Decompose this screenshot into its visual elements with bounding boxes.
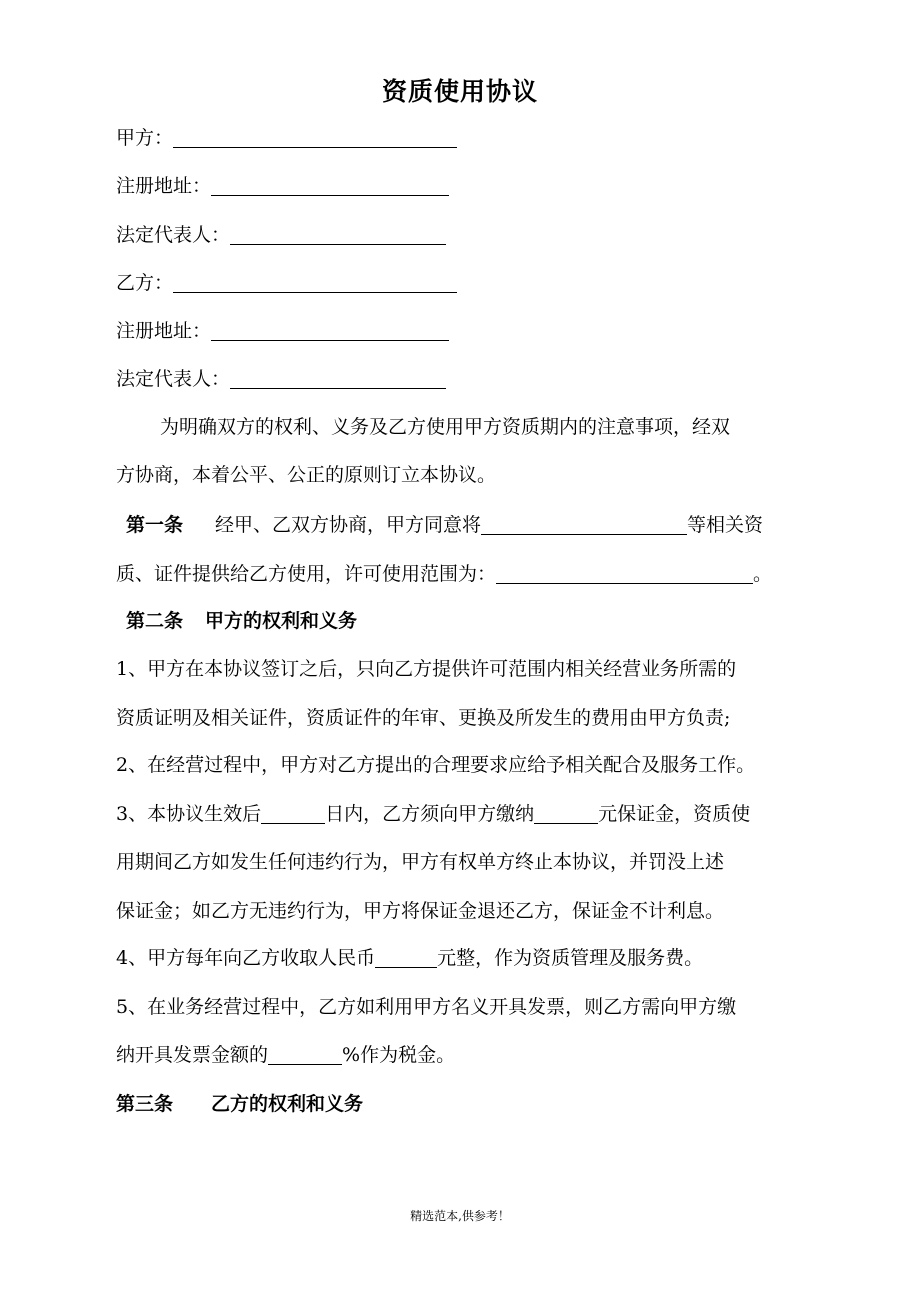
item-5-text-a: 纳开具发票金额的 [116, 1044, 269, 1066]
article-1-text-a: 经甲、乙双方协商，甲方同意将 [215, 514, 482, 536]
party-b-address-blank [211, 318, 449, 341]
party-a-rep-blank [230, 222, 446, 245]
article-2-item-1-line-2: 资质证明及相关证件，资质证件的年审、更换及所发生的费用由甲方负责; [116, 707, 731, 729]
item-3-text-b: 日内，乙方须向甲方缴纳 [325, 803, 535, 825]
party-b-rep-blank [230, 366, 446, 389]
article-3-title: 乙方的权利和义务 [211, 1093, 364, 1115]
party-a-address-blank [211, 173, 449, 196]
article-2-heading: 第二条 [126, 610, 184, 632]
article-1-text-c: 质、证件提供给乙方使用，许可使用范围为： [116, 563, 497, 585]
article-2-title: 甲方的权利和义务 [205, 610, 358, 632]
item-5-text-b: %作为税金。 [342, 1044, 456, 1066]
party-b-rep-label: 法定代表人： [116, 368, 231, 390]
item-3-text-c: 元保证金，资质使 [598, 803, 751, 825]
article-1-heading: 第一条 [126, 514, 184, 536]
page-footer: 精选范本,供参考！ [410, 1209, 510, 1223]
article-1-scope-blank [496, 561, 753, 584]
party-a-address-label: 注册地址： [116, 175, 212, 197]
party-b-address-label: 注册地址： [116, 320, 212, 342]
article-2-header [126, 606, 357, 636]
intro-line-1: 为明确双方的权利、义务及乙方使用甲方资质期内的注意事项，经双 [160, 416, 731, 438]
party-b-blank [173, 270, 457, 293]
article-2-item-5-line-2 [116, 1040, 455, 1070]
item-4-text-a: 4、甲方每年向乙方收取人民币 [116, 947, 376, 969]
party-a-rep-field [116, 220, 446, 250]
article-2-item-3-line-2: 用期间乙方如发生任何违约行为，甲方有权单方终止本协议，并罚没上述 [116, 851, 725, 873]
item-5-rate-blank [268, 1042, 342, 1065]
article-2-item-4 [116, 943, 703, 973]
party-b-address-field [116, 316, 449, 346]
article-2-item-3-line-3: 保证金；如乙方无违约行为，甲方将保证金退还乙方，保证金不计利息。 [116, 900, 725, 922]
party-b-field [116, 268, 457, 298]
article-3-heading: 第三条 [116, 1093, 174, 1115]
party-a-rep-label: 法定代表人： [116, 224, 231, 246]
party-a-label: 甲方： [116, 127, 174, 149]
article-2-item-1-line-1: 1、甲方在本协议签订之后，只向乙方提供许可范围内相关经营业务所需的 [116, 658, 737, 680]
article-2-item-5-line-1: 5、在业务经营过程中，乙方如利用甲方名义开具发票，则乙方需向甲方缴 [116, 996, 737, 1018]
article-1-line-1 [126, 510, 763, 540]
item-3-deposit-blank [534, 801, 598, 824]
article-1-qualification-blank [481, 512, 687, 535]
item-4-fee-blank [375, 945, 437, 968]
article-1-line-2 [116, 559, 772, 589]
article-2-item-2: 2、在经营过程中，甲方对乙方提出的合理要求应给予相关配合及服务工作。 [116, 754, 756, 776]
item-3-text-a: 3、本协议生效后 [116, 803, 262, 825]
party-b-label: 乙方： [116, 272, 174, 294]
intro-line-2: 方协商，本着公平、公正的原则订立本协议。 [116, 464, 497, 486]
party-b-rep-field [116, 364, 446, 394]
article-3-header [116, 1089, 363, 1119]
party-a-blank [173, 125, 457, 148]
party-a-address-field [116, 171, 449, 201]
party-a-field [116, 123, 457, 153]
item-4-text-b: 元整，作为资质管理及服务费。 [437, 947, 704, 969]
item-3-days-blank [261, 801, 325, 824]
document-title: 资质使用协议 [381, 77, 538, 106]
article-1-text-d: 。 [753, 563, 773, 585]
article-1-text-b: 等相关资 [687, 514, 764, 536]
article-2-item-3-line-1 [116, 799, 750, 829]
